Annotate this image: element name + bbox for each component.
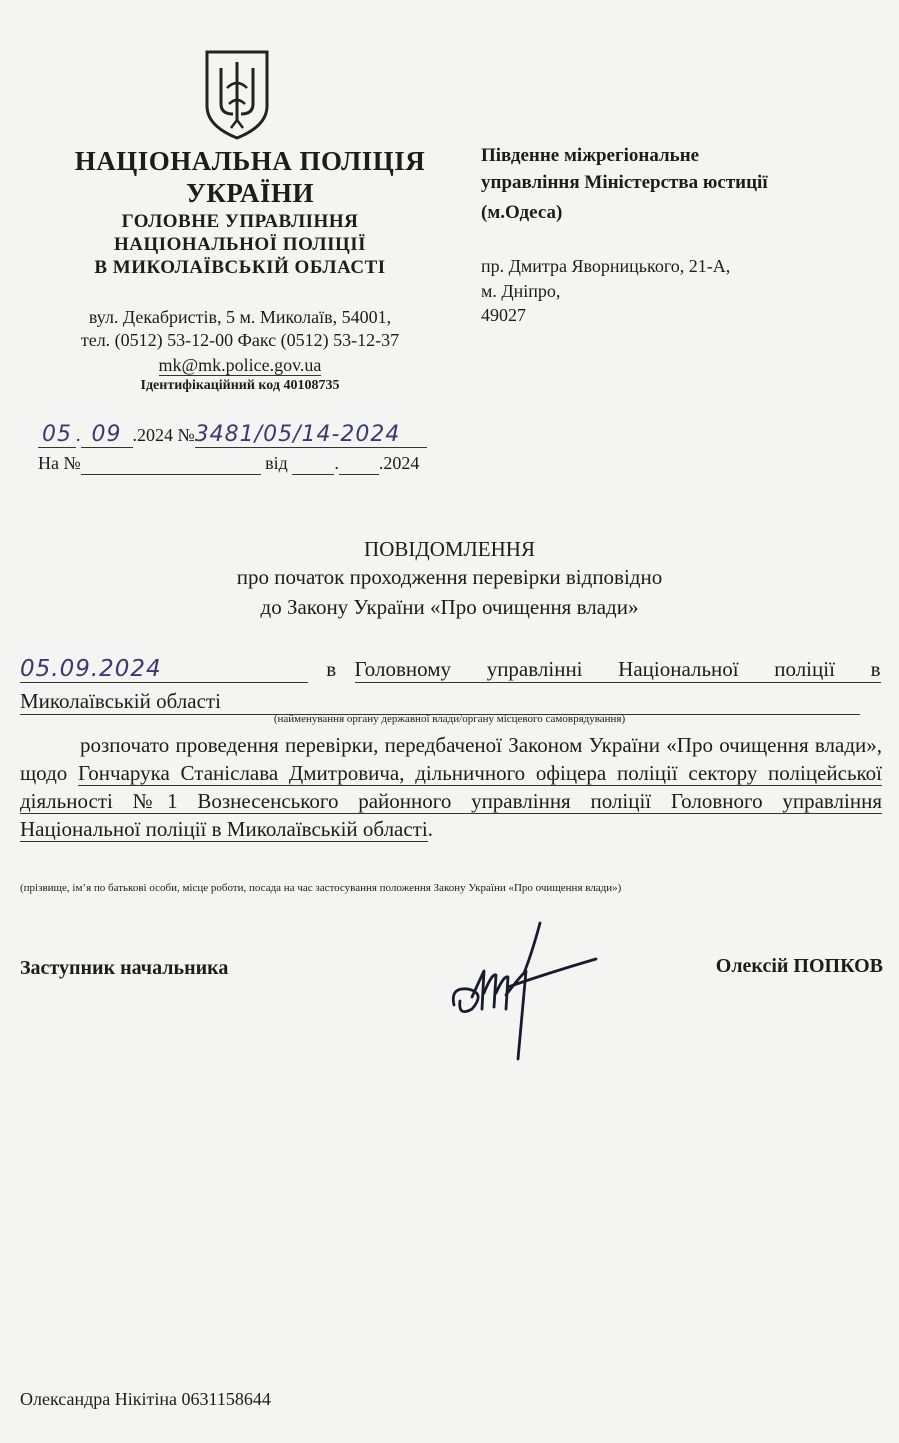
- incoming-dot: .: [334, 453, 339, 473]
- outgoing-dot: .: [76, 425, 81, 445]
- recipient-line2: управління Міністерства юстиції: [481, 172, 768, 193]
- recipient-address2: м. Дніпро,: [481, 281, 561, 301]
- organ-caption: (найменування органу державної влади/органу місцевого самоврядування): [273, 713, 626, 725]
- sender-org-line3: ГОЛОВНЕ УПРАВЛІННЯ: [121, 211, 359, 232]
- incoming-number-row: [38, 453, 419, 475]
- person-caption: (прізвище, ім’я по батькові особи, місце роботи, посада на час застосування положення Закону України «Про очищення влади»): [20, 882, 622, 894]
- outgoing-number-row: [38, 422, 427, 448]
- body-text-end: .: [427, 817, 433, 841]
- outgoing-month: 09: [81, 422, 133, 448]
- incoming-year: .2024: [378, 453, 420, 473]
- recipient-line3: (м.Одеса): [481, 202, 563, 223]
- sender-address: вул. Декабристів, 5 м. Миколаїв, 54001,: [88, 307, 392, 327]
- sender-phones: тел. (0512) 53-12-00 Факс (0512) 53-12-37: [80, 330, 400, 350]
- body-date-line: [20, 656, 882, 683]
- outgoing-day: 05: [38, 422, 76, 448]
- body-organ-line: [20, 689, 882, 715]
- document-title: ПОВІДОМЛЕННЯ: [364, 537, 535, 561]
- body-text-start: розпочато проведення перевірки, передбаченої Законом України «Про очищення влади», щодо: [20, 733, 882, 785]
- sender-email-link[interactable]: mk@mk.police.gov.ua: [158, 355, 322, 375]
- incoming-label: На №: [38, 453, 81, 473]
- organ-name-part2: Миколаївській області: [20, 689, 860, 715]
- recipient-address1: пр. Дмитра Яворницького, 21-А,: [481, 256, 731, 276]
- body-paragraph: [20, 731, 882, 843]
- signer-position: Заступник начальника: [20, 957, 229, 979]
- outgoing-year: .2024 №: [132, 425, 195, 445]
- person-details: Гончарука Станіслава Дмитровича, дільничного офіцера поліції сектору поліцейської діяльності №1 Вознесенського районного управління поліції Головного управління Національної поліції в Миколаївській області: [20, 761, 882, 841]
- sender-org-line2: УКРАЇНИ: [186, 178, 314, 208]
- organ-name-part1: Головному управлінні Національної поліції в: [354, 657, 881, 681]
- sender-org-line5: В МИКОЛАЇВСЬКІЙ ОБЛАСТІ: [94, 257, 386, 278]
- sender-email-row: [20, 355, 460, 376]
- document-subtitle1: про початок проходження перевірки відповідно: [236, 565, 663, 589]
- executor-contact: Олександра Нікітіна 0631158644: [20, 1389, 271, 1409]
- check-start-date: 05.09.2024: [20, 656, 308, 683]
- recipient-address3: 49027: [481, 305, 526, 325]
- sender-id-code: Ідентифікаційний код 40108735: [140, 378, 340, 393]
- handwritten-signature: [448, 913, 603, 1063]
- recipient-line1: Південне міжрегіональне: [481, 145, 700, 166]
- sender-org-line4: НАЦІОНАЛЬНОЇ ПОЛІЦІЇ: [113, 234, 367, 255]
- outgoing-number: 3481/05/14-2024: [195, 422, 427, 448]
- body-in: в: [326, 657, 337, 681]
- incoming-from: від: [265, 453, 288, 473]
- signer-name: Олексій ПОПКОВ: [715, 955, 883, 977]
- document-subtitle2: до Закону України «Про очищення влади»: [260, 595, 639, 619]
- sender-org-line1: НАЦІОНАЛЬНА ПОЛІЦІЯ: [74, 146, 426, 176]
- coat-of-arms-icon: [203, 48, 271, 140]
